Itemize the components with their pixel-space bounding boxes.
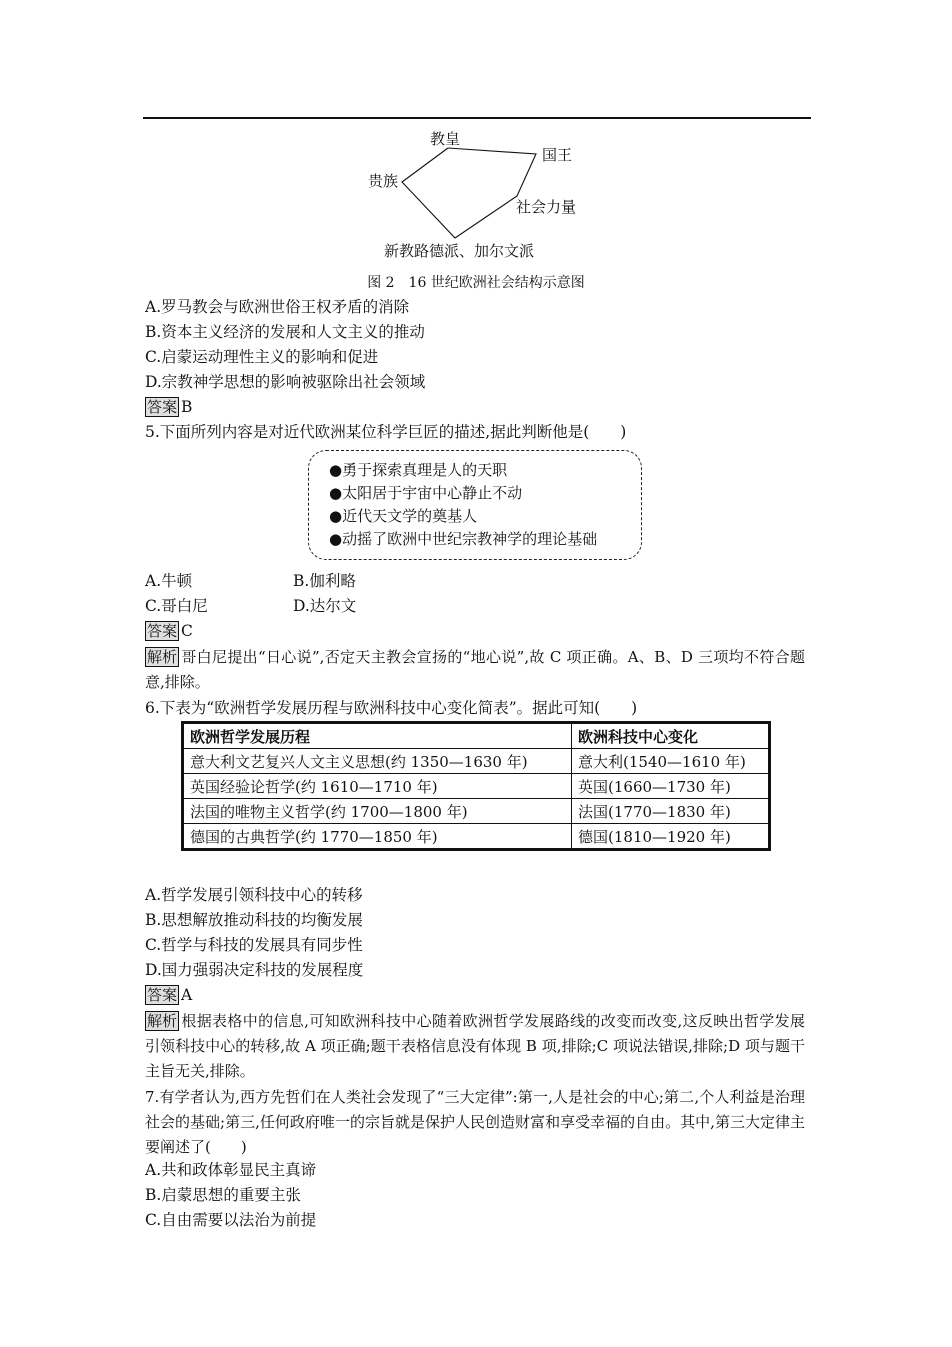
q5-analysis — [145, 645, 805, 695]
q6-analysis — [145, 1009, 805, 1084]
q5-option-d: D.达尔文 — [293, 597, 357, 615]
table-cell: 意大利(1540—1610 年) — [572, 749, 770, 774]
table-cell: 德国(1810—1920 年) — [572, 824, 770, 850]
q6-option-d: D.国力强弱决定科技的发展程度 — [145, 961, 364, 979]
table-header-row — [183, 723, 770, 749]
q5-answer — [145, 620, 193, 642]
table-header: 欧洲科技中心变化 — [572, 723, 770, 749]
answer-value: A — [181, 986, 193, 1004]
analysis-text: 根据表格中的信息,可知欧洲科技中心随着欧洲哲学发展路线的改变而改变,这反映出哲学发展引领科技中心的转移,故 A 项正确;题干表格信息没有体现 B 项,排除;C 项说法错误,排除;D 项与题干主旨无关,排除。 — [145, 1012, 805, 1080]
q4-option-c: C.启蒙运动理性主义的影响和促进 — [145, 348, 379, 366]
table-header: 欧洲哲学发展历程 — [183, 723, 572, 749]
q6-answer — [145, 984, 192, 1006]
q5-option-c: C.哥白尼 — [145, 597, 208, 615]
answer-value: C — [181, 622, 193, 640]
q6-option-c: C.哲学与科技的发展具有同步性 — [145, 936, 363, 954]
q5-stem: 5.下面所列内容是对近代欧洲某位科学巨匠的描述,据此判断他是( ) — [145, 423, 627, 441]
q7-option-b: B.启蒙思想的重要主张 — [145, 1186, 301, 1204]
q4-option-d: D.宗教神学思想的影响被驱除出社会领域 — [145, 373, 426, 391]
node-king: 国王 — [542, 146, 573, 164]
table-row — [183, 749, 770, 774]
figure-caption: 图 2 16 世纪欧洲社会结构示意图 — [367, 275, 585, 291]
node-nobles: 贵族 — [368, 172, 399, 190]
q4-option-b: B.资本主义经济的发展和人文主义的推动 — [145, 323, 425, 341]
q6-option-a: A.哲学发展引领科技中心的转移 — [145, 886, 363, 904]
q7-stem: 7.有学者认为,西方先哲们在人类社会发现了“三大定律”:第一,人是社会的中心;第二,个人利益是治理社会的基础;第三,任何政府唯一的宗旨就是保护人民创造财富和享受幸福的自由。其中,第三大定律主要阐述了( ) — [145, 1088, 805, 1156]
q5-option-a: A.牛顿 — [145, 572, 193, 590]
analysis-tag: 解析 — [147, 648, 178, 666]
table-cell: 意大利文艺复兴人文主义思想(约 1350—1630 年) — [183, 749, 572, 774]
box-item: ●勇于探索真理是人的天职 — [329, 461, 508, 479]
table-row — [183, 824, 770, 850]
table-cell: 法国(1770—1830 年) — [572, 799, 770, 824]
box-item: ●太阳居于宇宙中心静止不动 — [329, 484, 523, 502]
analysis-tag: 解析 — [147, 1012, 178, 1030]
q6-stem: 6.下表为“欧洲哲学发展历程与欧洲科技中心变化简表”。据此可知( ) — [145, 699, 638, 717]
node-pope: 教皇 — [430, 130, 461, 148]
table-cell: 英国(1660—1730 年) — [572, 774, 770, 799]
answer-value: B — [181, 398, 193, 416]
table-cell: 英国经验论哲学(约 1610—1710 年) — [183, 774, 572, 799]
q7-option-a: A.共和政体彰显民主真谛 — [145, 1161, 317, 1179]
q5-option-b: B.伽利略 — [293, 572, 356, 590]
q6-table — [181, 721, 771, 851]
node-protestants: 新教路德派、加尔文派 — [384, 242, 535, 260]
table-cell: 德国的古典哲学(约 1770—1850 年) — [183, 824, 572, 850]
table-cell: 法国的唯物主义哲学(约 1700—1800 年) — [183, 799, 572, 824]
answer-tag: 答案 — [147, 986, 178, 1004]
answer-tag: 答案 — [147, 398, 178, 416]
q6-option-b: B.思想解放推动科技的均衡发展 — [145, 911, 363, 929]
node-social-forces: 社会力量 — [516, 198, 577, 216]
answer-tag: 答案 — [147, 622, 178, 640]
analysis-text: 哥白尼提出“日心说”,否定天主教会宣扬的“地心说”,故 C 项正确。A、B、D 三项均不符合题意,排除。 — [145, 648, 805, 691]
box-item: ●动摇了欧洲中世纪宗教神学的理论基础 — [329, 530, 598, 548]
table-row — [183, 774, 770, 799]
q4-option-a: A.罗马教会与欧洲世俗王权矛盾的消除 — [145, 298, 410, 316]
q5-description-box — [308, 450, 642, 560]
table-row — [183, 799, 770, 824]
q4-answer — [145, 396, 192, 418]
header-rule — [143, 117, 811, 119]
q7-option-c: C.自由需要以法治为前提 — [145, 1211, 317, 1229]
box-item: ●近代天文学的奠基人 — [329, 507, 478, 525]
social-structure-diagram — [360, 124, 620, 264]
